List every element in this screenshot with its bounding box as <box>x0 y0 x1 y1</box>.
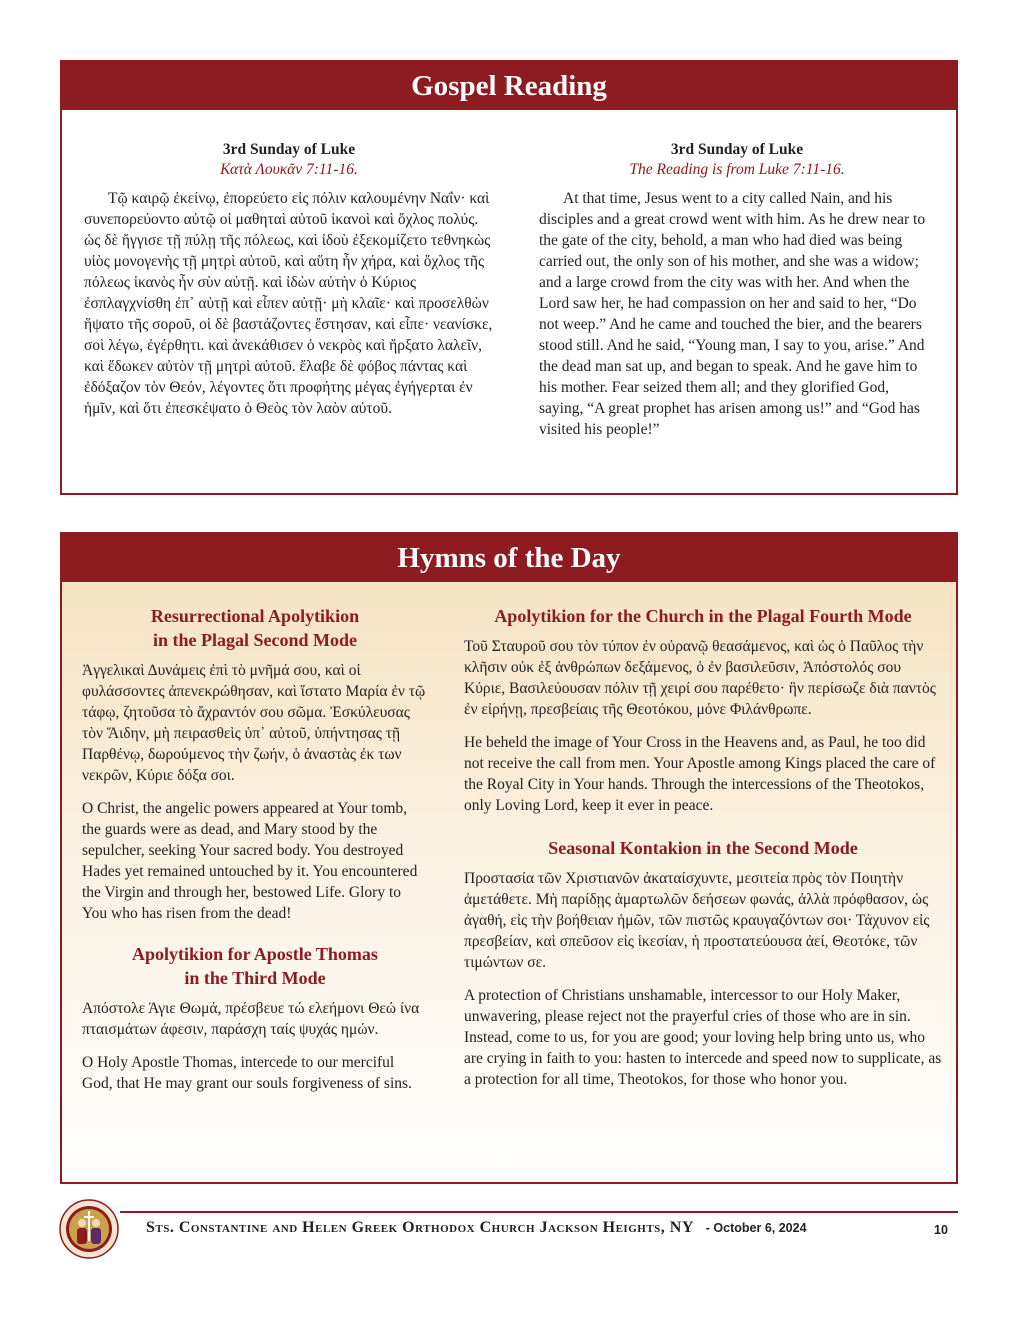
resurrectional-heading-line1: Resurrectional Apolytikion <box>150 606 360 626</box>
resurrectional-greek: Ἀγγελικαὶ Δυνάμεις ἐπὶ τὸ μνῆμά σου, καὶ οἱ φυλάσσοντες ἀπενεκρώθησαν, καὶ ἵστατο Μαρία ἐν τῷ τάφῳ, ζητοῦσα τὸ ἄχραντόν σου σῶμα. Ἐσκύλευσας τὸν Ἅιδην, μὴ πειρασθεὶς ὑπ᾽ αὐτοῦ, ὑπήντησας τῇ Παρθένῳ, δωρούμενος τὴν ζωήν, ὁ ἀναστὰς ἐκ των νεκρῶν, Κύριε δόξα σοι. <box>82 662 426 784</box>
resurrectional-english: O Christ, the angelic powers appeared at Your tomb, the guards were as dead, and Mary stood by the sepulcher, seeking Your sacred body. You destroyed Hades yet remained untouched by it. You encountered the Virgin and through her, bestowed Life. Glory to You who has risen from the dead! <box>82 800 418 922</box>
church-apolytikion-english: He beheld the image of Your Cross in the Heavens and, as Paul, he too did not receive the call from men. Your Apostle among Kings placed the care of the Royal City in Your hands. Through the intercessions of the Theotokos, only Loving Lord, keep it ever in peace. <box>464 734 936 814</box>
footer-date: - October 6, 2024 <box>705 1221 807 1235</box>
gospel-english-title: 3rd Sunday of Luke <box>670 141 804 158</box>
gospel-english-column <box>539 140 935 440</box>
church-apolytikion-greek: Τοῦ Σταυροῦ σου τὸν τύπον ἐν οὐρανῷ θεασάμενος, καὶ ὡς ὁ Παῦλος τὴν κλῆσιν οὐκ ἐξ ἀνθρώπων δεξάμενος, ὁ ἐν βασιλεῦσιν, Ἀπόστολός σου Κύριε, Βασιλεύουσαν πόλιν τῇ χειρί σου παρέθετο· ἣν περίσωζε διὰ παντὸς ἐν εἰρήνῃ, πρεσβείαις τῆς Θεοτόκου, μόνε Φιλάνθρωπε. <box>464 638 936 718</box>
hymns-section <box>60 532 958 1184</box>
thomas-heading-line1: Apolytikion for Apostle Thomas <box>132 944 378 964</box>
gospel-reading-section <box>60 60 958 495</box>
resurrectional-heading <box>82 604 428 652</box>
gospel-greek-title: 3rd Sunday of Luke <box>222 141 356 158</box>
hymns-header: Hymns of the Day <box>62 534 956 582</box>
hymns-left-column <box>82 604 428 1106</box>
church-seal-icon <box>59 1199 119 1259</box>
footer-church-line <box>146 1219 807 1237</box>
gospel-greek-reference: Κατὰ Λουκᾶν 7:11-16. <box>220 161 358 178</box>
footer-rule <box>120 1211 958 1213</box>
thomas-english: O Holy Apostle Thomas, intercede to our merciful God, that He may grant our souls forgiveness of sins. <box>82 1054 412 1092</box>
page-number: 10 <box>934 1223 948 1237</box>
gospel-english-text: At that time, Jesus went to a city called Nain, and his disciples and a great crowd went with him. As he drew near to the gate of the city, behold, a man who had died was being carried out, the only son of his mother, and she was a widow; and a large crowd from the city was with her. And when the Lord saw her, he had compassion on her and said to her, “Do not weep.” And he came and touched the bier, and the bearers stood still. And he said, “Young man, I say to you, arise.” And the dead man sat up, and began to speak. And he gave him to his mother. Fear seized them all; and they glorified God, saying, “A great prophet has arisen among us!” and “God has visited his people!” <box>539 190 926 438</box>
gospel-english-reference: The Reading is from Luke 7:11-16. <box>629 161 845 178</box>
thomas-heading-line2: in the Third Mode <box>184 968 326 988</box>
resurrectional-heading-line2: in the Plagal Second Mode <box>152 630 357 650</box>
footer-location: Jackson Heights, NY <box>539 1219 694 1236</box>
thomas-greek: Απόστολε Άγιε Θωμά, πρέσβευε τώ ελεήμονι Θεώ ίνα πταισμάτων άφεσιν, παράσχη ταίς ψυχάς ημών. <box>82 1000 420 1038</box>
hymns-right-column <box>464 604 942 1102</box>
church-apolytikion-heading: Apolytikion for the Church in the Plagal Fourth Mode <box>494 606 912 626</box>
footer-church-name: Sts. Constantine and Helen Greek Orthodox Church <box>146 1219 536 1236</box>
kontakion-heading: Seasonal Kontakion in the Second Mode <box>548 838 858 858</box>
kontakion-greek: Προστασία τῶν Χριστιανῶν ἀκαταίσχυντε, μεσιτεία πρὸς τὸν Ποιητὴν ἀμετάθετε. Μὴ παρίδῃς ἁμαρτωλῶν δεήσεων φωνάς, ἀλλὰ πρόφθασον, ὡς ἀγαθή, εἰς τὴν βοήθειαν ἡμῶν, τῶν πιστῶς κραυγαζόντων σοι· Τάχυνον εἰς πρεσβείαν, καὶ σπεῦσον εἰς ἱκεσίαν, ἡ προστατεύουσα ἀεί, Θεοτόκε, τῶν τιμώντων σε. <box>464 870 930 971</box>
gospel-greek-column <box>84 140 494 419</box>
gospel-reading-header: Gospel Reading <box>62 62 956 110</box>
thomas-heading <box>82 942 428 990</box>
gospel-greek-text: Τῷ καιρῷ ἐκείνῳ, ἐπορεύετο εἰς πόλιν καλουμένην Ναΐν· καὶ συνεπορεύοντο αὐτῷ οἱ μαθηταὶ αὐτοῦ ἱκανοὶ καὶ ὄχλος πολύς. ὡς δὲ ἤγγισε τῇ πύλῃ τῆς πόλεως, καὶ ἰδοὺ ἐξεκομίζετο τεθνηκὼς υἱὸς μονογενὴς τῇ μητρὶ αὐτοῦ, καὶ αὕτη ἦν χήρα, καὶ ὄχλος τῆς πόλεως ἱκανὸς ἦν σὺν αὐτῇ. καὶ ἰδὼν αὐτὴν ὁ Κύριος ἐσπλαγχνίσθη ἐπ᾽ αὐτῇ καὶ εἶπεν αὐτῇ· μὴ κλαῖε· καὶ προσελθὼν ἥψατο τῆς σοροῦ, οἱ δὲ βαστάζοντες ἔστησαν, καὶ εἶπε· νεανίσκε, σοὶ λέγω, ἐγέρθητι. καὶ ἀνεκάθισεν ὁ νεκρὸς καὶ ἤρξατο λαλεῖν, καὶ ἔδωκεν αὐτὸν τῇ μητρὶ αὐτοῦ. ἔλαβε δὲ φόβος πάντας καὶ ἐδόξαζον τὸν Θεόν, λέγοντες ὅτι προφήτης μέγας ἐγήγερται ἐν ἡμῖν, καὶ ὅτι ἐπεσκέψατο ὁ Θεὸς τὸν λαὸν αὐτοῦ. <box>84 190 493 417</box>
kontakion-english: A protection of Christians unshamable, intercessor to our Holy Maker, unwavering, please reject not the prayerful cries of those who are in sin. Instead, come to us, for you are good; your loving help bring unto us, who are crying in faith to you: hasten to intercede and speed now to supplicate, as a protection for all time, Theotokos, for those who honor you. <box>464 987 942 1088</box>
